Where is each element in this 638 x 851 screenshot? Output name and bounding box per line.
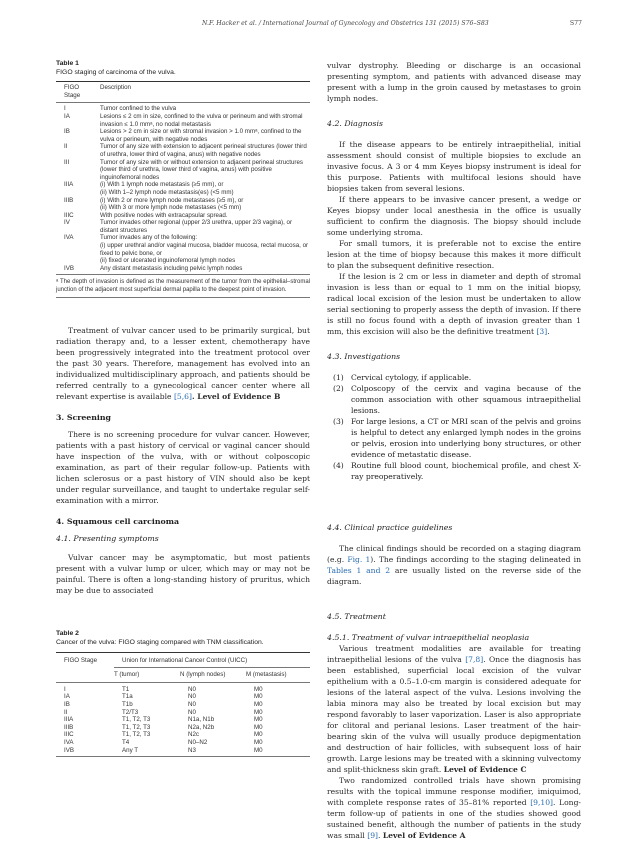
item-text: Routine full blood count, biochemical profile, and chest X-ray preoperatively. — [351, 461, 581, 481]
continued-paragraph: vulvar dystrophy. Bleeding or discharge is an occasional presenting symptom, and patients with advanced disease may present with a lump in the groin caused by metastases to groin lymph nodes. — [327, 61, 581, 103]
table1-desc-cell: (i) upper urethral and/or vaginal mucosa, bladder mucosa, rectal mucosa, or fixed to pelvic bone, or — [100, 242, 309, 257]
imiquimod-text-end: . — [378, 831, 383, 840]
table2-row — [56, 686, 310, 694]
investigation-item — [327, 383, 581, 416]
table2-m-cell: M0 — [254, 723, 263, 731]
table2-m-cell: M0 — [254, 716, 263, 724]
diagnosis-4-text: If the lesion is 2 cm or less in diameter and depth of stromal invasion is less than or equal to 1 mm on the initial biopsy, radical local excision of the lesion must be undertaken to allow serial sectioning to properly assess the depth of invasion. If there is still no focus found with a depth of invasion greater than 1 mm, this excision will also be the definitive treatment — [327, 272, 581, 336]
table2-title: Cancer of the vulva: FIGO staging compared with TNM classification. — [56, 639, 264, 647]
table1-label: Table 1 — [56, 60, 79, 67]
table2-t-cell: T2/T3 — [122, 708, 139, 716]
table1-row — [56, 204, 310, 212]
table2-m-cell: M0 — [254, 731, 263, 739]
table1-desc-cell: Tumor invades any of the following: — [100, 234, 198, 242]
table2-row — [56, 731, 310, 739]
tables-1-2-link[interactable]: Tables 1 and 2 — [327, 566, 391, 575]
table1-body — [56, 105, 310, 272]
intro-text: Treatment of vulvar cancer used to be primarily surgical, but radiation therapy and, to a lesser extent, chemotherapy have been progressively integrated into the treatment protocol over the past 30 years. Therefore, management has evolved into an individualized multidisciplinary approach, and patients should be referred centrally to a gynecological cancer center where all relevant expertise is available — [56, 326, 310, 402]
table2-col-uicc: Union for International Cancer Control (UICC) — [122, 656, 248, 664]
table2-m-cell: M0 — [254, 693, 263, 701]
table2-m-cell: M0 — [254, 685, 263, 693]
table2-n-cell: N3 — [188, 746, 196, 754]
table1-row — [56, 257, 310, 265]
table1-stage-cell: II — [64, 143, 68, 151]
table2-label: Table 2 — [56, 630, 79, 638]
table1-row — [56, 242, 310, 257]
guidelines-text-b: ). The findings according to the staging delineated in — [370, 555, 581, 564]
table2 — [56, 657, 310, 665]
table1-stage-cell: IV — [64, 219, 70, 227]
diagnosis-4-end: . — [547, 327, 550, 336]
table1-col-desc: Description — [100, 84, 131, 92]
table2-stage-cell: IIIA — [64, 716, 74, 724]
table1-desc-cell: (ii) With 3 or more lymph node metastases (<5 mm) — [100, 204, 242, 212]
table2-n-cell: N0 — [188, 693, 196, 701]
table1-row — [56, 128, 310, 143]
investigations-list — [327, 372, 581, 482]
item-number: (2) — [333, 384, 344, 393]
table2-stage-cell: IIIC — [64, 731, 74, 739]
table2-col-t: T (tumor) — [114, 671, 140, 679]
table1-desc-cell: (i) With 2 or more lymph node metastases (≥5 m), or — [100, 196, 244, 204]
item-number: (4) — [333, 461, 344, 470]
table1-title: FIGO staging of carcinoma of the vulva. — [56, 68, 176, 76]
table2-m-cell: M0 — [254, 738, 263, 746]
table2-row — [56, 709, 310, 717]
table1-header — [56, 84, 310, 99]
table1-desc-cell: (ii) With 1–2 lymph node metastasis(es) (<5 mm) — [100, 188, 234, 196]
right-column — [327, 60, 581, 841]
ref-9-10-link[interactable]: [9,10] — [530, 798, 554, 807]
diagnosis-paragraph-2: If there appears to be invasive cancer present, a wedge or Keyes biopsy under local anesthesia in the office is usually sufficient to confirm the diagnosis. The biopsy should include some underlying stroma. — [327, 195, 581, 237]
table2-row — [56, 701, 310, 709]
table1-desc-cell: Lesions > 2 cm in size or with stromal invasion > 1.0 mmᵃ, confined to the vulva or perineum, with negative nodes — [100, 128, 302, 143]
table1-stage-cell: IB — [64, 128, 70, 136]
table2-stage-cell: IIIB — [64, 723, 74, 731]
table2-t-cell: Any T — [122, 746, 139, 754]
intro-paragraph — [56, 325, 310, 402]
table1-stage-cell — [56, 257, 94, 265]
table2-bottom-rule — [56, 756, 310, 757]
table1-row — [56, 181, 310, 189]
journal-citation: N.F. Hacker et al. / International Journal of Gynecology and Obstetrics 131 (2015) S76–S83 — [202, 20, 489, 27]
table2-row — [56, 724, 310, 732]
table1-row — [56, 265, 310, 273]
vin-text: Various treatment modalities are available for treating intraepithelial lesions of the vulva — [327, 644, 581, 664]
symptoms-paragraph: Vulvar cancer may be asymptomatic, but most patients present with a vulvar lump or ulcer, which may or may not be painful. There is often a long-standing history of pruritus, which may be due to associated — [56, 553, 310, 596]
table1-caption — [56, 60, 310, 77]
investigation-item — [327, 416, 581, 460]
table1-stage-cell: I — [64, 105, 66, 113]
guidelines-paragraph — [327, 543, 581, 587]
imiquimod-text-mid: . Long-term follow-up of patients in one of the studies showed good sustained benefit, although the number of patients in the study was small — [327, 798, 581, 840]
table1-stage-cell: III — [64, 158, 70, 166]
table1-desc-cell: Tumor invades other regional (upper 2/3 urethra, upper 2/3 vagina), or distant structures — [100, 219, 293, 234]
vin-text-end: . Once the diagnosis has been established, superficial local excision of the vulvar epithelium with a 0.5–1.0-cm margin is considered adequate for lesions of the lateral aspect of the vulva. Lesions involving the labia minora may also be treated by local excision but may respond favorably to laser vaporization. Laser is also appropriate for clitoral and perianal lesions. Laser treatment of the hair-bearing skin of the vulva will usually produce depigmentation and destruction of hair follicles, with subsequent loss of hair growth. Large lesions may be treated with a skinning vulvectomy and split-thickness skin graft. — [327, 655, 582, 774]
item-text: For large lesions, a CT or MRI scan of the pelvis and groins is helpful to detect any enlarged lymph nodes in the groins or pelvis, erosion into underlying bony structures, or other evidence of metastatic disease. — [351, 417, 581, 459]
table1-desc-cell: Tumor of any size with extension to adjacent perineal structures (lower third of urethra, lower third of vagina, anus) with negative nodes — [100, 143, 307, 158]
table2-header-rule — [56, 682, 310, 683]
diagnosis-paragraph-3: For small tumors, it is preferable not to excise the entire lesion at the time of biopsy because this makes it more difficult to plan the subsequent definitive resection. — [327, 239, 581, 270]
table2-m-cell: M0 — [254, 708, 263, 716]
table2-t-cell: T1, T2, T3 — [122, 731, 151, 739]
table2-t-cell: T1, T2, T3 — [122, 716, 151, 724]
table2-col-n: N (lymph nodes) — [180, 671, 226, 679]
table1-bottom-rule — [56, 274, 310, 275]
ref-5-6-link[interactable]: [5,6] — [173, 392, 192, 402]
table2-row — [56, 739, 310, 747]
table2-stage-cell: IA — [64, 693, 70, 701]
table2-stage-cell: IB — [64, 701, 70, 708]
table1-row — [56, 219, 310, 234]
level-evidence-b: . Level of Evidence B — [191, 392, 281, 402]
table2-t-cell: T1b — [122, 701, 133, 708]
diagnosis-paragraph-4 — [327, 271, 581, 337]
table2-row — [56, 716, 310, 724]
table1-stage-cell: IVB — [64, 264, 74, 272]
table2-header-row-1 — [56, 657, 310, 665]
page-number: S77 — [569, 20, 582, 27]
table1-stage-cell: IIIC — [64, 211, 74, 219]
table1-desc-cell: (ii) fixed or ulcerated inguinofemoral lymph nodes — [100, 257, 236, 265]
table2-col-m: M (metastasis) — [246, 671, 287, 679]
table2-n-cell: N2c — [188, 731, 200, 739]
table1-stage-cell — [56, 189, 94, 197]
item-number: (3) — [333, 417, 344, 426]
investigation-item — [327, 460, 581, 482]
table1-row — [56, 212, 310, 220]
table2-col-stage: FIGO Stage — [64, 656, 98, 664]
table1-row — [56, 105, 310, 113]
table2-stage-cell: I — [64, 685, 66, 693]
table2-stage-cell: IVA — [64, 738, 74, 746]
level-evidence-a: Level of Evidence A — [382, 831, 466, 840]
table2-subheader — [56, 671, 310, 679]
table2-stage-cell: II — [64, 708, 68, 716]
table1-stage-cell — [56, 204, 94, 212]
section-4-5-1-heading: 4.5.1. Treatment of vulvar intraepithelial neoplasia — [327, 633, 530, 642]
item-text: Colposcopy of the cervix and vagina because of the common association with other squamous intraepithelial lesions. — [351, 384, 581, 415]
table1-desc-cell: Tumor confined to the vulva — [100, 105, 177, 113]
table1-row — [56, 143, 310, 158]
table2-t-cell: T4 — [122, 738, 130, 746]
table1-row — [56, 159, 310, 182]
table1-stage-cell: IA — [64, 112, 70, 120]
table2-row — [56, 693, 310, 701]
table2-header-row-2 — [56, 671, 310, 679]
screening-paragraph: There is no screening procedure for vulvar cancer. However, patients with a past history of cervical or vaginal cancer should have inspection of the vulva, with or without colposcopic examination, as part of their regular follow-up. Patients with lichen sclerosus or a past history of VIN should also be kept under regular surveillance, and taught to undertake regular self-examination with a mirror. — [56, 430, 310, 506]
guidelines-text-a: The clinical findings should be recorded on a staging diagram (e.g. — [327, 544, 581, 564]
table1-row — [56, 189, 310, 197]
table2-uicc-rule — [114, 667, 310, 668]
ref-7-8-link[interactable]: [7,8] — [465, 655, 484, 664]
table1-row — [56, 234, 310, 242]
table1 — [56, 84, 310, 99]
table1-footnote: ᵃ The depth of invasion is defined as the measurement of the tumor from the epithelial–stromal junction of the adjacent most superficial dermal papilla to the deepest point of invasion. — [56, 279, 310, 294]
table2-row — [56, 747, 310, 755]
table1-stage-cell: IIIA — [64, 181, 74, 189]
table1-row — [56, 113, 310, 128]
diagnosis-paragraph-1: If the disease appears to be entirely intraepithelial, initial assessment should consist of multiple biopsies to exclude an invasive focus. A 3 or 4 mm Keyes biopsy instrument is ideal for this purpose. Patients with multifocal lesions should have biopsies taken from several lesions. — [327, 140, 581, 193]
table2-t-cell: T1, T2, T3 — [122, 723, 151, 731]
table2-top-rule — [56, 652, 310, 653]
vin-treatment-paragraph — [327, 643, 581, 775]
table2-caption — [56, 630, 310, 647]
table2-n-cell: N1a, N1b — [188, 716, 215, 724]
table1-col-stage: FIGO Stage — [64, 84, 81, 99]
section-4-3-heading: 4.3. Investigations — [327, 352, 401, 361]
level-evidence-c: Level of Evidence C — [443, 765, 527, 774]
table1-stage-cell: IVA — [64, 234, 74, 242]
table2-body — [56, 686, 310, 754]
table2-n-cell: N2a, N2b — [188, 723, 215, 731]
imiquimod-text: Two randomized controlled trials have shown promising results with the topical immune response modifier, imiquimod, with complete response rates of 35–81% reported — [327, 776, 581, 807]
table2-n-cell: N0–N2 — [188, 738, 208, 746]
fig-1-link[interactable]: Fig. 1 — [347, 555, 371, 564]
table1-header-rule — [56, 102, 310, 103]
table2-stage-cell: IVB — [64, 746, 74, 754]
ref-3-link[interactable]: [3] — [536, 327, 548, 336]
table2-t-cell: T1a — [122, 693, 133, 701]
table1-desc-cell: (i) With 1 lymph node metastasis (≥5 mm), or — [100, 181, 224, 189]
table2-m-cell: M0 — [254, 701, 263, 708]
section-4-4-heading: 4.4. Clinical practice guidelines — [327, 523, 453, 532]
table1-desc-cell: Lesions ≤ 2 cm in size, confined to the vulva or perineum and with stromal invasion ≤ 1.0 mmᵃ, no nodal metastasis — [100, 112, 303, 128]
table2-n-cell: N0 — [188, 708, 196, 716]
table2-m-cell: M0 — [254, 746, 263, 754]
section-4-5-heading: 4.5. Treatment — [327, 612, 386, 621]
section-4-1-heading: 4.1. Presenting symptoms — [56, 534, 159, 544]
guidelines-text-c: are usually listed on the reverse side of the diagram. — [327, 566, 581, 586]
table1-stage-cell: IIIB — [64, 196, 74, 204]
table1-top-rule — [56, 81, 310, 82]
table1-desc-cell: With positive nodes with extracapsular spread. — [100, 211, 228, 219]
table2-n-cell: N0 — [188, 685, 196, 693]
item-text: Cervical cytology, if applicable. — [351, 373, 472, 382]
table2-n-cell: N0 — [188, 701, 196, 708]
table1-row — [56, 197, 310, 205]
table2-t-cell: T1 — [122, 685, 130, 693]
ref-9-link[interactable]: [9] — [367, 831, 378, 840]
item-number: (1) — [333, 373, 344, 382]
section-4-heading: 4. Squamous cell carcinoma — [56, 517, 180, 527]
investigation-item — [327, 372, 581, 383]
running-header — [56, 20, 582, 32]
table1-stage-cell — [56, 242, 94, 257]
table1-desc-cell: Tumor of any size with or without extension to adjacent perineal structures (lower third of urethra, lower third of vagina, anus) with positive inguinofemoral nodes — [100, 158, 304, 181]
section-3-heading: 3. Screening — [56, 413, 112, 423]
left-column — [56, 60, 310, 757]
section-4-2-heading: 4.2. Diagnosis — [327, 119, 383, 128]
table1-desc-cell: Any distant metastasis including pelvic lymph nodes — [100, 264, 243, 272]
imiquimod-paragraph — [327, 775, 581, 841]
